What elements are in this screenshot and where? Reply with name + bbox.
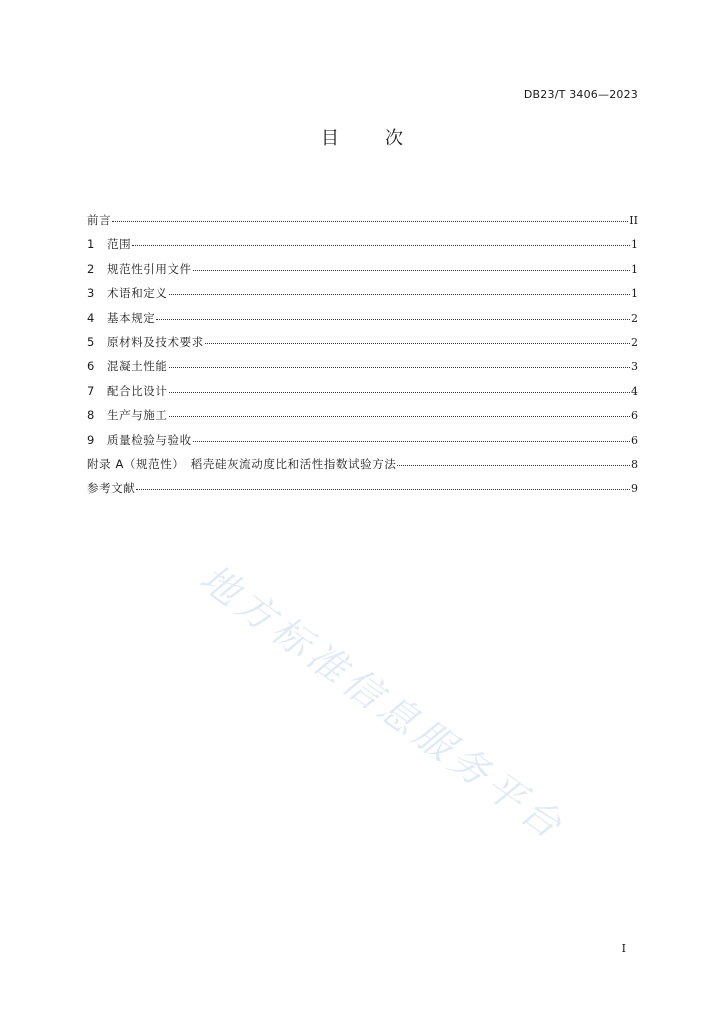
toc-entry[interactable] bbox=[87, 358, 638, 382]
toc-entry-label: 生产与施工 bbox=[107, 408, 168, 423]
toc-leader-dots bbox=[136, 489, 630, 490]
toc-entry-number: 1 bbox=[87, 237, 95, 252]
toc-leader-dots bbox=[169, 367, 631, 368]
toc-entry-page: 6 bbox=[631, 433, 638, 447]
toc-leader-dots bbox=[205, 343, 630, 344]
toc-entry-label: 配合比设计 bbox=[107, 383, 168, 398]
toc-entry-page: II bbox=[629, 214, 638, 227]
toc-entry[interactable] bbox=[87, 407, 638, 431]
toc-leader-dots bbox=[112, 221, 628, 222]
toc-entry-page: 1 bbox=[631, 238, 638, 252]
toc-leader-dots bbox=[132, 245, 630, 246]
toc-entry-label: 质量检验与验收 bbox=[107, 432, 192, 447]
toc-leader-dots bbox=[156, 319, 630, 320]
toc-entry[interactable] bbox=[87, 236, 638, 260]
toc-entry-page: 9 bbox=[631, 482, 638, 496]
document-code: DB23/T 3406—2023 bbox=[523, 88, 638, 101]
toc-entry-label: 术语和定义 bbox=[107, 286, 168, 301]
toc-entry[interactable] bbox=[87, 310, 638, 334]
toc-entry-page: 4 bbox=[631, 384, 638, 398]
toc-leader-dots bbox=[193, 270, 630, 271]
toc-entry[interactable] bbox=[87, 432, 638, 456]
toc-entry-number: 6 bbox=[87, 359, 95, 374]
page-number: I bbox=[621, 942, 626, 955]
toc-entry-page: 8 bbox=[631, 457, 638, 471]
watermark: 地方标准信息服务平台 bbox=[192, 555, 574, 850]
page-title bbox=[0, 124, 724, 150]
toc-entry-number: 2 bbox=[87, 261, 95, 276]
toc-entry[interactable] bbox=[87, 456, 638, 480]
toc-entry-number: 3 bbox=[87, 286, 95, 301]
toc-leader-dots bbox=[193, 441, 630, 442]
title-char-left: 目 bbox=[321, 128, 339, 149]
toc-entry-number: 4 bbox=[87, 310, 95, 325]
toc-entry-number: 8 bbox=[87, 408, 95, 423]
toc-entry[interactable] bbox=[87, 212, 638, 236]
toc-entry-label: 规范性引用文件 bbox=[107, 261, 192, 276]
toc-entry-number: 5 bbox=[87, 334, 95, 349]
toc-leader-dots bbox=[397, 465, 630, 466]
toc-entry-label: 附录 A（规范性） 稻壳硅灰流动度比和活性指数试验方法 bbox=[87, 456, 397, 471]
toc-entry[interactable] bbox=[87, 261, 638, 285]
toc-entry-page: 6 bbox=[631, 409, 638, 423]
toc-entry-page: 3 bbox=[631, 360, 638, 374]
toc-entry-label: 前言 bbox=[87, 213, 112, 227]
toc-leader-dots bbox=[169, 392, 631, 393]
toc-entry-label: 范围 bbox=[107, 237, 132, 252]
title-char-right: 次 bbox=[385, 128, 403, 149]
toc-entry-label: 基本规定 bbox=[107, 310, 156, 325]
toc-leader-dots bbox=[169, 294, 631, 295]
toc-entry-page: 1 bbox=[631, 287, 638, 301]
toc-entry-number: 7 bbox=[87, 383, 95, 398]
toc-entry-page: 2 bbox=[631, 311, 638, 325]
toc-entry-number: 9 bbox=[87, 432, 95, 447]
toc-entry[interactable] bbox=[87, 480, 638, 504]
toc-entry-label: 混凝土性能 bbox=[107, 359, 168, 374]
toc-leader-dots bbox=[169, 416, 631, 417]
toc-entry-label: 原材料及技术要求 bbox=[107, 334, 204, 349]
toc-entry-page: 2 bbox=[631, 335, 638, 349]
toc-entry[interactable] bbox=[87, 285, 638, 309]
table-of-contents bbox=[87, 212, 638, 505]
toc-entry-label: 参考文献 bbox=[87, 481, 136, 496]
toc-entry-page: 1 bbox=[631, 262, 638, 276]
toc-entry[interactable] bbox=[87, 383, 638, 407]
toc-entry[interactable] bbox=[87, 334, 638, 358]
